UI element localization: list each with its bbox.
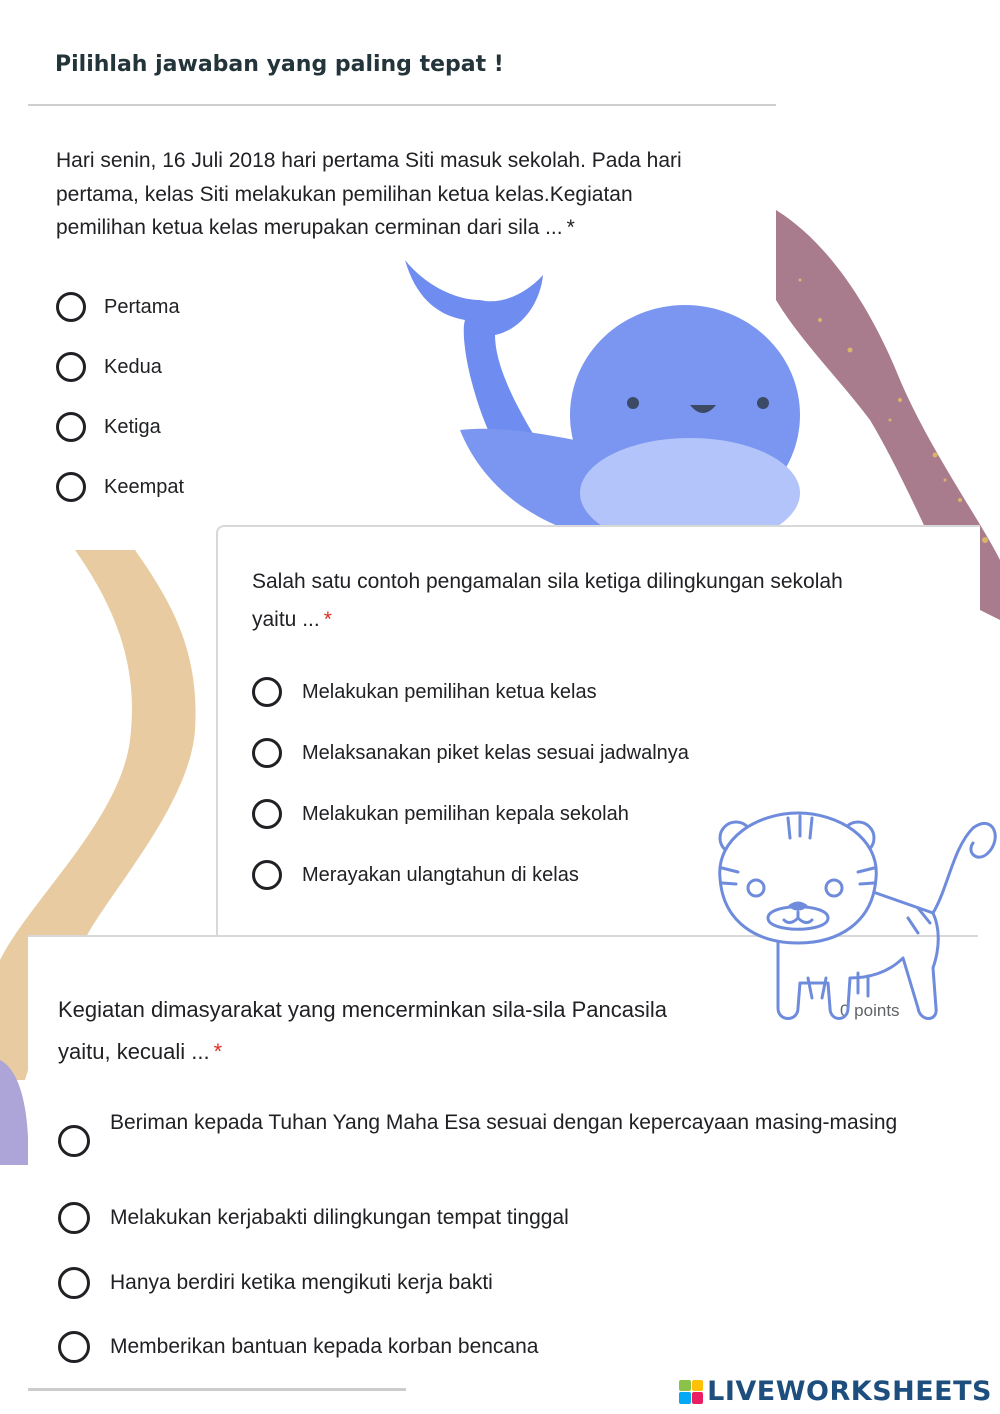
option-q3-3[interactable] bbox=[58, 1267, 493, 1300]
option-q3-2[interactable] bbox=[58, 1202, 569, 1235]
option-kedua[interactable] bbox=[56, 352, 162, 383]
option-label: Keempat bbox=[104, 476, 185, 498]
radio-circle-icon[interactable] bbox=[252, 799, 282, 829]
question-1-line-3-text: pemilihan ketua kelas merupakan cerminan dari sila ... bbox=[56, 216, 563, 240]
header-divider bbox=[28, 104, 776, 106]
radio-circle-icon[interactable] bbox=[56, 472, 86, 502]
required-asterisk: * bbox=[566, 216, 575, 240]
option-label: Memberikan bantuan kepada korban bencana bbox=[110, 1335, 539, 1358]
radio-circle-icon[interactable] bbox=[58, 1202, 90, 1234]
question-3-text bbox=[58, 989, 667, 1073]
option-keempat[interactable] bbox=[56, 472, 184, 503]
liveworksheets-logo-icon bbox=[679, 1380, 703, 1404]
option-q2-3[interactable] bbox=[252, 799, 629, 830]
radio-circle-icon[interactable] bbox=[252, 860, 282, 890]
question-1-line-2: pertama, kelas Siti melakukan pemilihan ketua kelas.Kegiatan bbox=[56, 182, 633, 206]
radio-circle-icon[interactable] bbox=[56, 292, 86, 322]
radio-circle-icon[interactable] bbox=[252, 677, 282, 707]
option-pertama[interactable] bbox=[56, 292, 180, 323]
option-q2-4[interactable] bbox=[252, 860, 579, 891]
option-label: Hanya berdiri ketika mengikuti kerja bakti bbox=[110, 1271, 493, 1294]
option-q3-4[interactable] bbox=[58, 1331, 538, 1364]
footer-divider bbox=[28, 1388, 406, 1391]
option-q3-1[interactable] bbox=[58, 1107, 918, 1157]
liveworksheets-brand[interactable] bbox=[679, 1376, 992, 1407]
option-label: Ketiga bbox=[104, 416, 161, 438]
question-2-line-1: Salah satu contoh pengamalan sila ketiga dilingkungan sekolah bbox=[252, 570, 843, 593]
question-1-line-1: Hari senin, 16 Juli 2018 hari pertama Siti masuk sekolah. Pada hari bbox=[56, 149, 682, 172]
option-label: Melakukan pemilihan ketua kelas bbox=[302, 681, 597, 703]
option-q2-1[interactable] bbox=[252, 677, 597, 708]
radio-circle-icon[interactable] bbox=[58, 1125, 90, 1157]
option-q2-2[interactable] bbox=[252, 738, 689, 769]
option-label: Pertama bbox=[104, 296, 180, 318]
question-2-text bbox=[252, 563, 843, 639]
tiger-illustration bbox=[708, 808, 1000, 1030]
option-label: Beriman kepada Tuhan Yang Maha Esa sesuai dengan kepercayaan masing-masing bbox=[110, 1111, 898, 1134]
question-3-line-2-text: yaitu, kecuali ... bbox=[58, 1038, 210, 1064]
option-ketiga[interactable] bbox=[56, 412, 161, 443]
points-label: 0 points bbox=[840, 1001, 900, 1020]
question-1-line-3 bbox=[56, 211, 682, 245]
required-asterisk: * bbox=[213, 1038, 223, 1064]
radio-circle-icon[interactable] bbox=[58, 1331, 90, 1363]
option-label: Melakukan kerjabakti dilingkungan tempat tinggal bbox=[110, 1206, 569, 1229]
required-asterisk: * bbox=[323, 607, 332, 631]
question-2-line-2-text: yaitu ... bbox=[252, 607, 320, 631]
page-title: Pilihlah jawaban yang paling tepat ! bbox=[55, 52, 504, 77]
question-3-line-1: Kegiatan dimasyarakat yang mencerminkan sila-sila Pancasila bbox=[58, 997, 667, 1022]
question-1-text bbox=[56, 144, 682, 245]
radio-circle-icon[interactable] bbox=[252, 738, 282, 768]
option-label: Kedua bbox=[104, 356, 162, 378]
option-label: Melaksanakan piket kelas sesuai jadwalnya bbox=[302, 742, 689, 764]
option-label: Merayakan ulangtahun di kelas bbox=[302, 864, 579, 886]
option-label: Melakukan pemilihan kepala sekolah bbox=[302, 803, 629, 825]
radio-circle-icon[interactable] bbox=[56, 352, 86, 382]
brand-name: LIVEWORKSHEETS bbox=[707, 1376, 992, 1407]
radio-circle-icon[interactable] bbox=[58, 1267, 90, 1299]
question-2-line-2 bbox=[252, 601, 843, 639]
radio-circle-icon[interactable] bbox=[56, 412, 86, 442]
whale-illustration bbox=[400, 255, 805, 547]
question-3-line-2 bbox=[58, 1031, 667, 1073]
